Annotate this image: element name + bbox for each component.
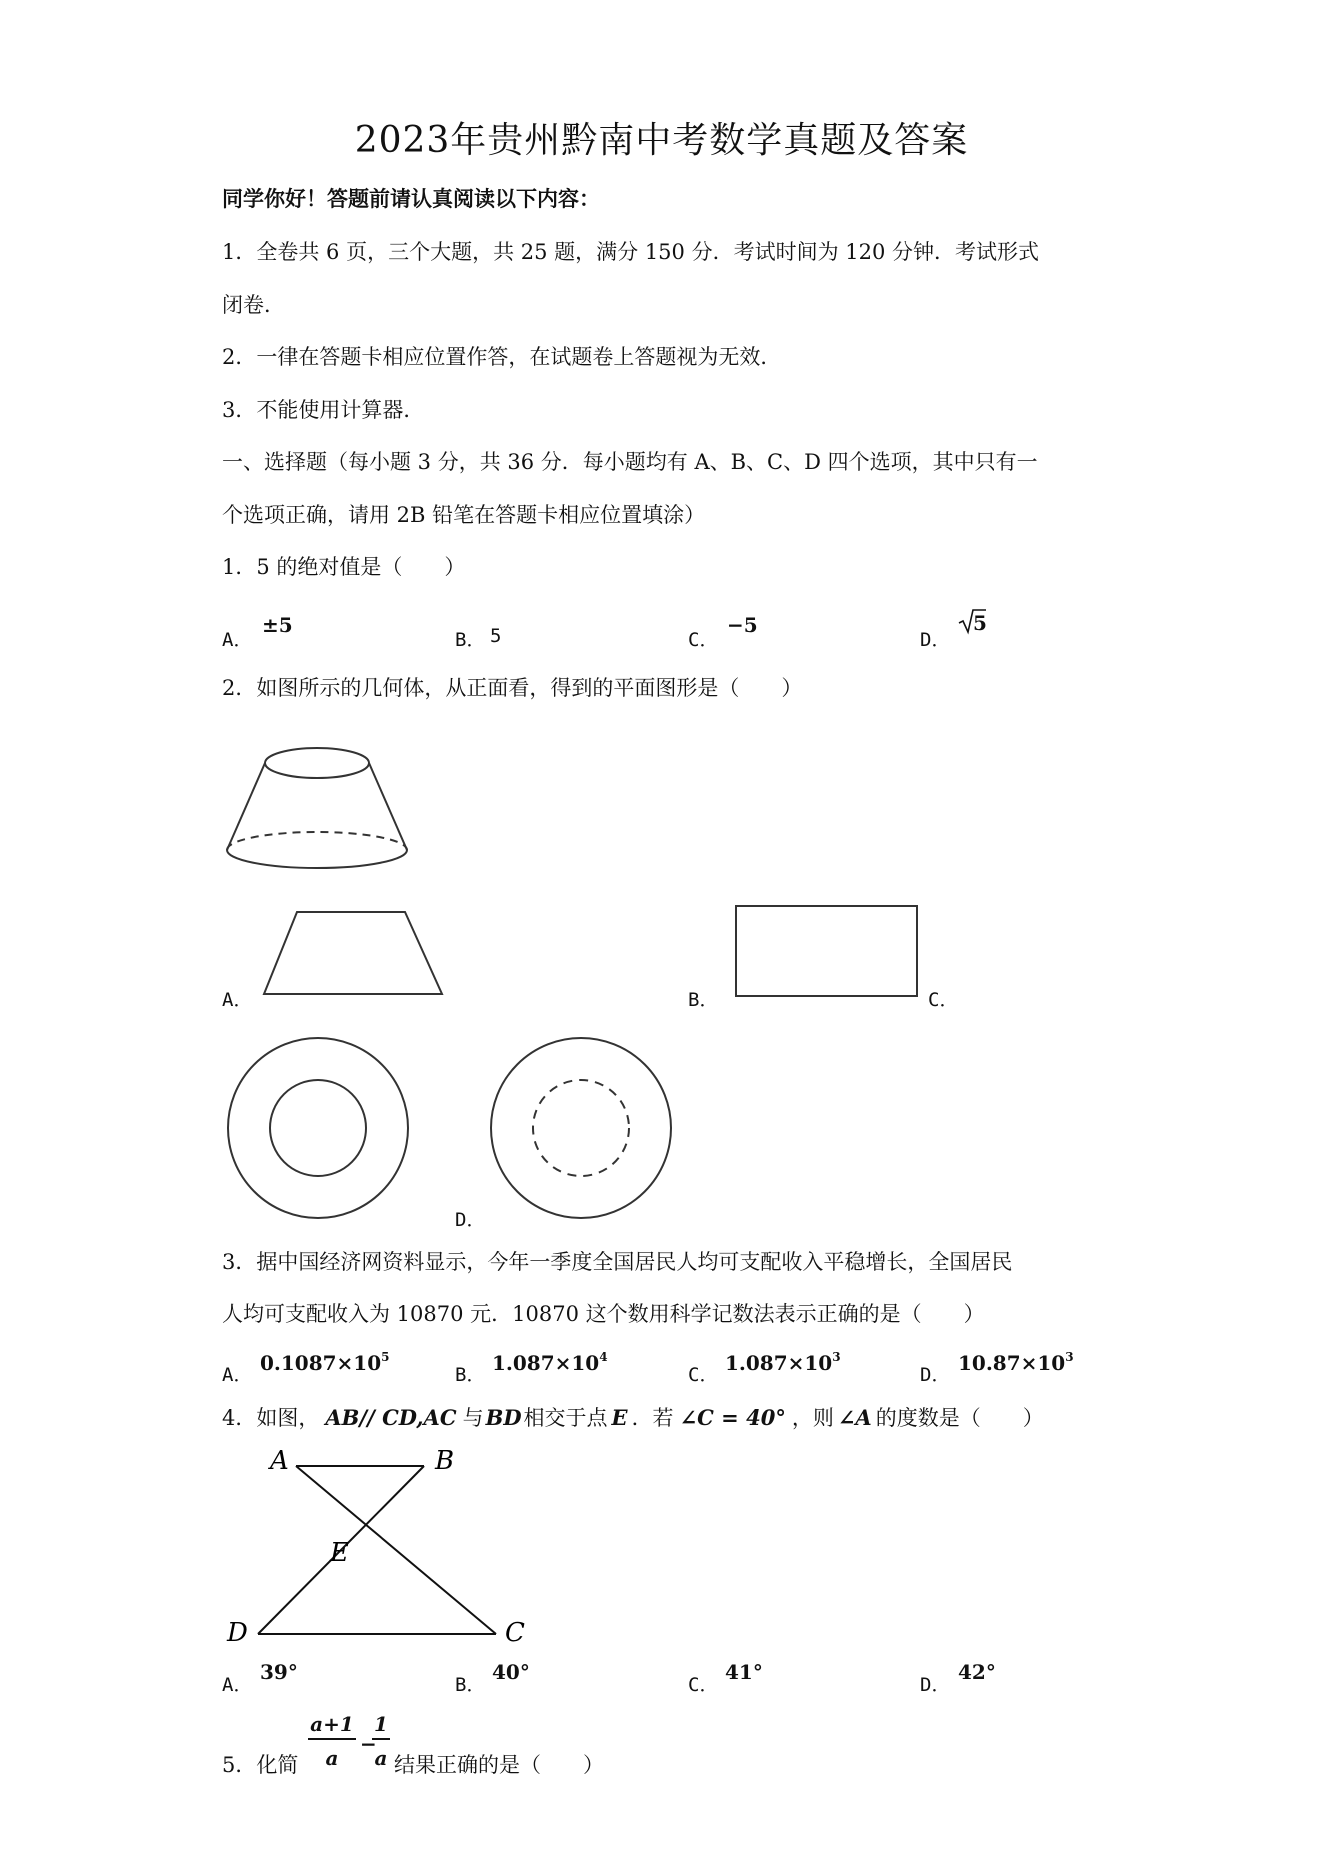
q4-math-bd: BD	[485, 1405, 522, 1430]
q3-option-c-value	[725, 1350, 841, 1375]
notice-item-1-line-1: 1．全卷共 6 页，三个大题，共 25 题，满分 150 分．考试时间为 120 分钟．考试形式	[222, 240, 1040, 264]
q4-mid-1: 与	[462, 1406, 484, 1430]
q4-stem	[222, 1403, 1044, 1433]
q3-option-b-exp: 4	[599, 1350, 608, 1364]
q3-option-b-base: 1.087×10	[492, 1351, 600, 1375]
q4-math-e: E	[611, 1405, 628, 1430]
q3-option-a-label: A．	[222, 1364, 253, 1386]
q3-option-d-exp: 3	[1065, 1350, 1074, 1364]
q2-option-a-label: A．	[222, 989, 253, 1011]
q5-fraction-2-numerator: 1	[372, 1712, 390, 1740]
q2-option-c-label: C．	[928, 989, 959, 1011]
q4-option-d-value: 42°	[958, 1660, 996, 1684]
q1-option-b-label: B．	[455, 629, 486, 651]
q4-option-c-value: 41°	[725, 1660, 763, 1684]
q1-option-d-label: D．	[920, 629, 951, 651]
q3-option-d-base: 10.87×10	[958, 1351, 1066, 1375]
q3-line-1: 3．据中国经济网资料显示，今年一季度全国居民人均可支配收入平稳增长，全国居民	[222, 1250, 1013, 1274]
notice-item-3: 3．不能使用计算器．	[222, 398, 425, 422]
q4-mid-3: ．若	[631, 1406, 674, 1430]
notice-heading: 同学你好！答题前请认真阅读以下内容：	[222, 186, 600, 211]
q3-option-a-exp: 5	[381, 1350, 390, 1364]
q4-math-angle-a: ∠A	[837, 1405, 872, 1430]
q3-option-a-base: 0.1087×10	[260, 1351, 382, 1375]
q4-point-d: D	[227, 1618, 248, 1648]
q3-option-b-value	[492, 1350, 608, 1375]
q5-prefix: 5．化简	[222, 1753, 299, 1777]
q4-suffix: 的度数是（ ）	[875, 1406, 1044, 1430]
q2-option-b-rectangle	[734, 903, 920, 999]
q5-fraction-2	[372, 1712, 390, 1770]
page-title: 2023年贵州黔南中考数学真题及答案	[354, 120, 969, 161]
q4-figure	[225, 1445, 545, 1650]
q3-option-d-value	[958, 1350, 1074, 1375]
q1-option-d-value: 5	[973, 611, 987, 635]
section-1-line-2: 个选项正确，请用 2B 铅笔在答题卡相应位置填涂）	[222, 503, 706, 527]
q5-fraction-1	[308, 1712, 356, 1770]
q4-prefix: 4．如图，	[222, 1406, 320, 1430]
q2-option-c-figure	[225, 1035, 411, 1221]
section-1-line-1: 一、选择题（每小题 3 分，共 36 分．每小题均有 A、B、C、D 四个选项，其中只有一	[222, 450, 1038, 474]
q2-option-a-trapezoid	[260, 908, 445, 998]
q2-stem: 2．如图所示的几何体，从正面看，得到的平面图形是（ ）	[222, 676, 803, 700]
q4-option-c-label: C．	[688, 1674, 719, 1696]
notice-item-2: 2．一律在答题卡相应位置作答，在试题卷上答题视为无效．	[222, 345, 782, 369]
q2-option-b-label: B．	[688, 989, 719, 1011]
q4-math-angle-c: ∠C = 40°	[679, 1405, 786, 1430]
q4-point-a: A	[270, 1446, 289, 1476]
q5-suffix: 结果正确的是（ ）	[394, 1753, 604, 1777]
q3-option-c-base: 1.087×10	[725, 1351, 833, 1375]
frustum-figure	[222, 745, 412, 873]
q3-line-2: 人均可支配收入为 10870 元．10870 这个数用科学记数法表示正确的是（ ）	[222, 1302, 985, 1326]
q3-option-a-value	[260, 1350, 390, 1375]
q4-point-c: C	[505, 1618, 525, 1648]
q2-option-d-label: D．	[455, 1209, 486, 1231]
q1-option-a-value: ±5	[262, 613, 293, 637]
q1-option-c-value: −5	[727, 613, 758, 637]
q4-math-ab-cd-ac: AB// CD,AC	[325, 1405, 457, 1430]
q4-option-a-label: A．	[222, 1674, 253, 1696]
q1-option-a-label: A．	[222, 629, 253, 651]
q3-option-c-label: C．	[688, 1364, 719, 1386]
q5-fraction-1-denominator: a	[325, 1746, 339, 1770]
q4-point-b: B	[435, 1446, 455, 1476]
q4-mid-4: ，则	[791, 1406, 834, 1430]
q1-stem: 1．5 的绝对值是（ ）	[222, 555, 466, 579]
q4-option-b-label: B．	[455, 1674, 486, 1696]
q1-option-c-label: C．	[688, 629, 719, 651]
q5-fraction-2-denominator: a	[374, 1746, 388, 1770]
q2-option-d-figure	[488, 1035, 674, 1221]
q5-fraction-1-numerator: a+1	[308, 1712, 356, 1740]
q4-option-d-label: D．	[920, 1674, 951, 1696]
q4-point-e: E	[330, 1538, 349, 1568]
notice-item-1-line-2: 闭卷．	[222, 293, 285, 317]
q4-option-b-value: 40°	[492, 1660, 530, 1684]
q3-option-c-exp: 3	[832, 1350, 841, 1364]
q3-option-d-label: D．	[920, 1364, 951, 1386]
q4-mid-2: 相交于点	[523, 1406, 608, 1430]
q3-option-b-label: B．	[455, 1364, 486, 1386]
q5-minus: −	[360, 1732, 377, 1756]
q1-option-b-value: 5	[490, 625, 502, 647]
q4-option-a-value: 39°	[260, 1660, 298, 1684]
